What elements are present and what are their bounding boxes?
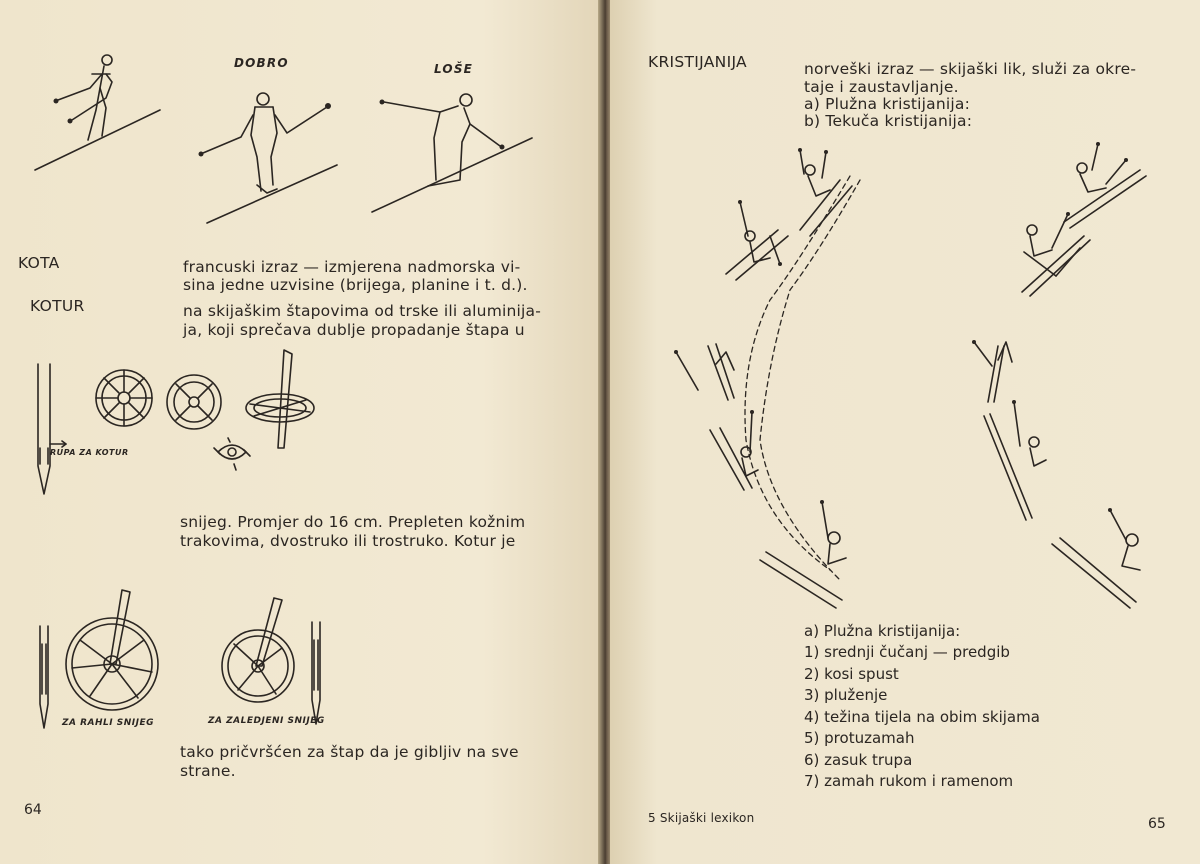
sub-a-plužna: a) Plužna kristijanija: [804,95,971,113]
kota-def-line-1: francuski izraz — izmjerena nadmorska vi- [183,258,521,276]
label-soft-snow: ZA RAHLI SNIJEG [62,718,155,728]
pole-illustration [30,360,80,500]
basket-wheel-1 [92,366,156,430]
label-frozen-snow: ZA ZALEDJENI SNIJEG [208,716,325,726]
list-item-5: 5) protuzamah [804,729,915,747]
page-number-left: 64 [24,802,42,818]
basket-frozen-snow [214,596,304,706]
kotur-continued-line-1: snijeg. Promjer do 16 cm. Prepleten kožnim [180,513,526,531]
kristijanija-def-line-2: taje i zaustavljanje. [804,78,959,96]
list-item-2: 2) kosi spust [804,665,899,683]
skier-figure-bad [370,90,540,220]
skier-figure-good [195,85,345,230]
sub-b-tekuca: b) Tekuča kristijanija: [804,112,973,130]
list-item-4: 4) težina tijela na obim skijama [804,708,1040,726]
kotur-def-line-2: ja, koji sprečava dublje propadanje štapa u [183,321,525,339]
list-item-3: 3) pluženje [804,686,888,704]
term-kotur: KOTUR [30,297,85,315]
label-rupa-za-kotur: RUPA ZA KOTUR [50,448,129,457]
kotur-def-line-1: na skijaškim štapovima od trske ili aluminija- [183,302,542,320]
list-item-7: 7) zamah rukom i ramenom [804,772,1014,790]
pole-left-small [34,624,54,734]
skier-figure-1 [30,48,170,178]
small-basket [210,436,254,472]
parallel-christie-sequence [960,140,1160,620]
kristijanija-def-line-1: norveški izraz — skijaški lik, služi za okre- [804,60,1137,78]
kota-def-line-2: sina jedne uzvisine (brijega, planine i t. d.). [183,276,528,294]
kotur-continued-line-2: trakovima, dvostruko ili trostruko. Kotur je [180,532,516,550]
footer-book-title: 5 Skijaški lexikon [648,811,755,825]
kotur-final-line-1: tako pričvršćen za štap da je gibljiv na sve [180,743,519,761]
basket-wheel-2 [162,370,226,434]
figure-label-bad: LOŠE [434,62,474,76]
term-kota: KOTA [18,254,60,272]
pole-right-small [306,620,326,730]
right-page [610,0,1200,864]
plow-christie-sequence [650,140,910,620]
basket-soft-snow [60,588,170,718]
page-number-right: 65 [1148,816,1166,832]
figure-label-good: DOBRO [234,56,289,70]
term-kristijanija: KRISTIJANIJA [648,53,747,71]
list-item-6: 6) zasuk trupa [804,751,913,769]
list-item-1: 1) srednji čučanj — predgib [804,643,1010,661]
kotur-final-line-2: strane. [180,762,236,780]
list-title: a) Plužna kristijanija: [804,622,961,640]
